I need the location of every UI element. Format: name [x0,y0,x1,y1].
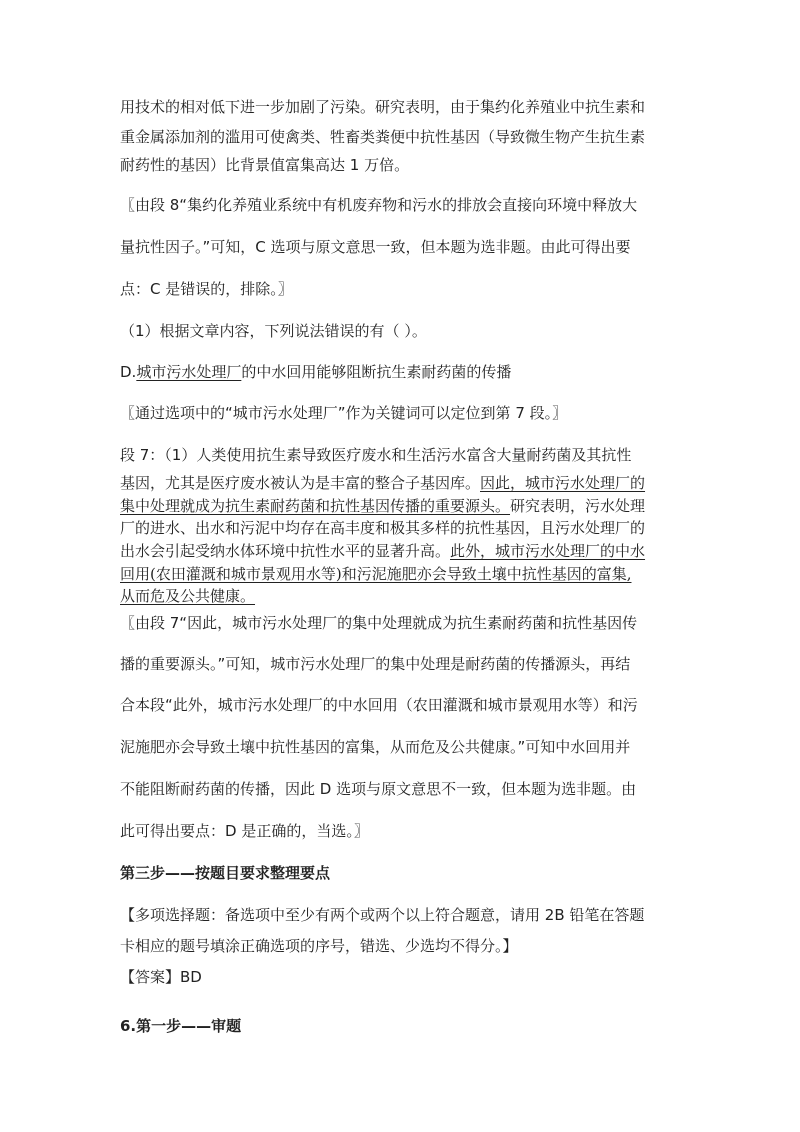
note-d-line-6: 此可得出要点：D 是正确的，当选。〗 [120,822,369,840]
option-d-rest: 的中水回用能够阻断抗生素耐药菌的传播 [241,363,512,381]
question-text: （1）根据文章内容，下列说法错误的有（ ）。 [120,322,427,340]
rule-line-2: 卡相应的题号填涂正确选项的序号，错选、少选均不得分。】 [120,937,518,955]
para7-line-5-underlined: 此外，城市污水处理厂的中水 [450,542,646,560]
option-d-prefix: D. [120,363,137,381]
option-d [120,362,690,382]
note-c-line-2: 量抗性因子。”可知，C 选项与原文意思一致，但本题为选非题。由此可得出要 [120,238,631,256]
para7-line-5-plain: 出水会引起受纳水体环境中抗性水平的显著升高。 [120,542,451,560]
para7-line-5 [120,541,690,561]
locate-note: 〖通过选项中的“城市污水处理厂”作为关键词可以定位到第 7 段。〗 [120,404,568,422]
intro-line-3: 耐药性的基因）比背景值富集高达 1 万倍。 [120,156,410,174]
step3-heading: 第三步——按题目要求整理要点 [120,864,331,882]
para7-line-2-underlined: 因此，城市污水处理厂的 [480,474,646,492]
q6-heading: 6.第一步——审题 [120,1017,242,1035]
intro-line-2: 重金属添加剂的滥用可使禽类、牲畜类粪便中抗性基因（导致微生物产生抗生素 [120,128,646,146]
para7-line-7 [120,586,690,606]
para7-line-2-plain: 基因，尤其是医疗废水被认为是丰富的整合子基因库。 [120,474,481,492]
note-d-line-3: 合本段“此外，城市污水处理厂的中水回用（农田灌溉和城市景观用水等）和污 [120,696,638,714]
note-c-line-1: 〖由段 8“集约化养殖业系统中有机废弃物和污水的排放会直接向环境中释放大 [120,196,638,214]
para7-line-4: 厂的进水、出水和污泥中均存在高丰度和极其多样的抗性基因，且污水处理厂的 [120,519,646,537]
para7-line-6-underlined: 回用(农田灌溉和城市景观用水等)和污泥施肥亦会导致土壤中抗性基因的富集, [120,565,632,583]
para7-line-1: 段 7：（1）人类使用抗生素导致医疗废水和生活污水富含大量耐药菌及其抗性 [120,446,632,464]
rule-line-1: 【多项选择题：备选项中至少有两个或两个以上符合题意，请用 2B 铅笔在答题 [120,906,645,924]
note-d-line-1: 〖由段 7“因此，城市污水处理厂的集中处理就成为抗生素耐药菌和抗性基因传 [120,614,638,632]
para7-line-3-underlined: 集中处理就成为抗生素耐药菌和抗性基因传播的重要源头。 [120,497,511,515]
para7-line-2 [120,473,690,493]
para7-line-7-underlined: 从而危及公共健康。 [120,587,256,605]
note-d-line-2: 播的重要源头。”可知，城市污水处理厂的集中处理是耐药菌的传播源头，再结 [120,655,631,673]
para7-line-6 [120,564,690,584]
note-d-line-5: 不能阻断耐药菌的传播，因此 D 选项与原文意思不一致，但本题为选非题。由 [120,780,637,798]
para7-line-3-plain: 研究表明，污水处理 [510,497,646,515]
note-c-line-3: 点：C 是错误的，排除。〗 [120,280,293,298]
option-d-keyword: 城市污水处理厂 [136,363,242,381]
para7-line-3 [120,496,690,516]
note-d-line-4: 泥施肥亦会导致土壤中抗性基因的富集，从而危及公共健康。”可知中水回用并 [120,738,631,756]
intro-line-1: 用技术的相对低下进一步加剧了污染。研究表明，由于集约化养殖业中抗生素和 [120,98,646,116]
answer-text: 【答案】BD [120,968,202,986]
